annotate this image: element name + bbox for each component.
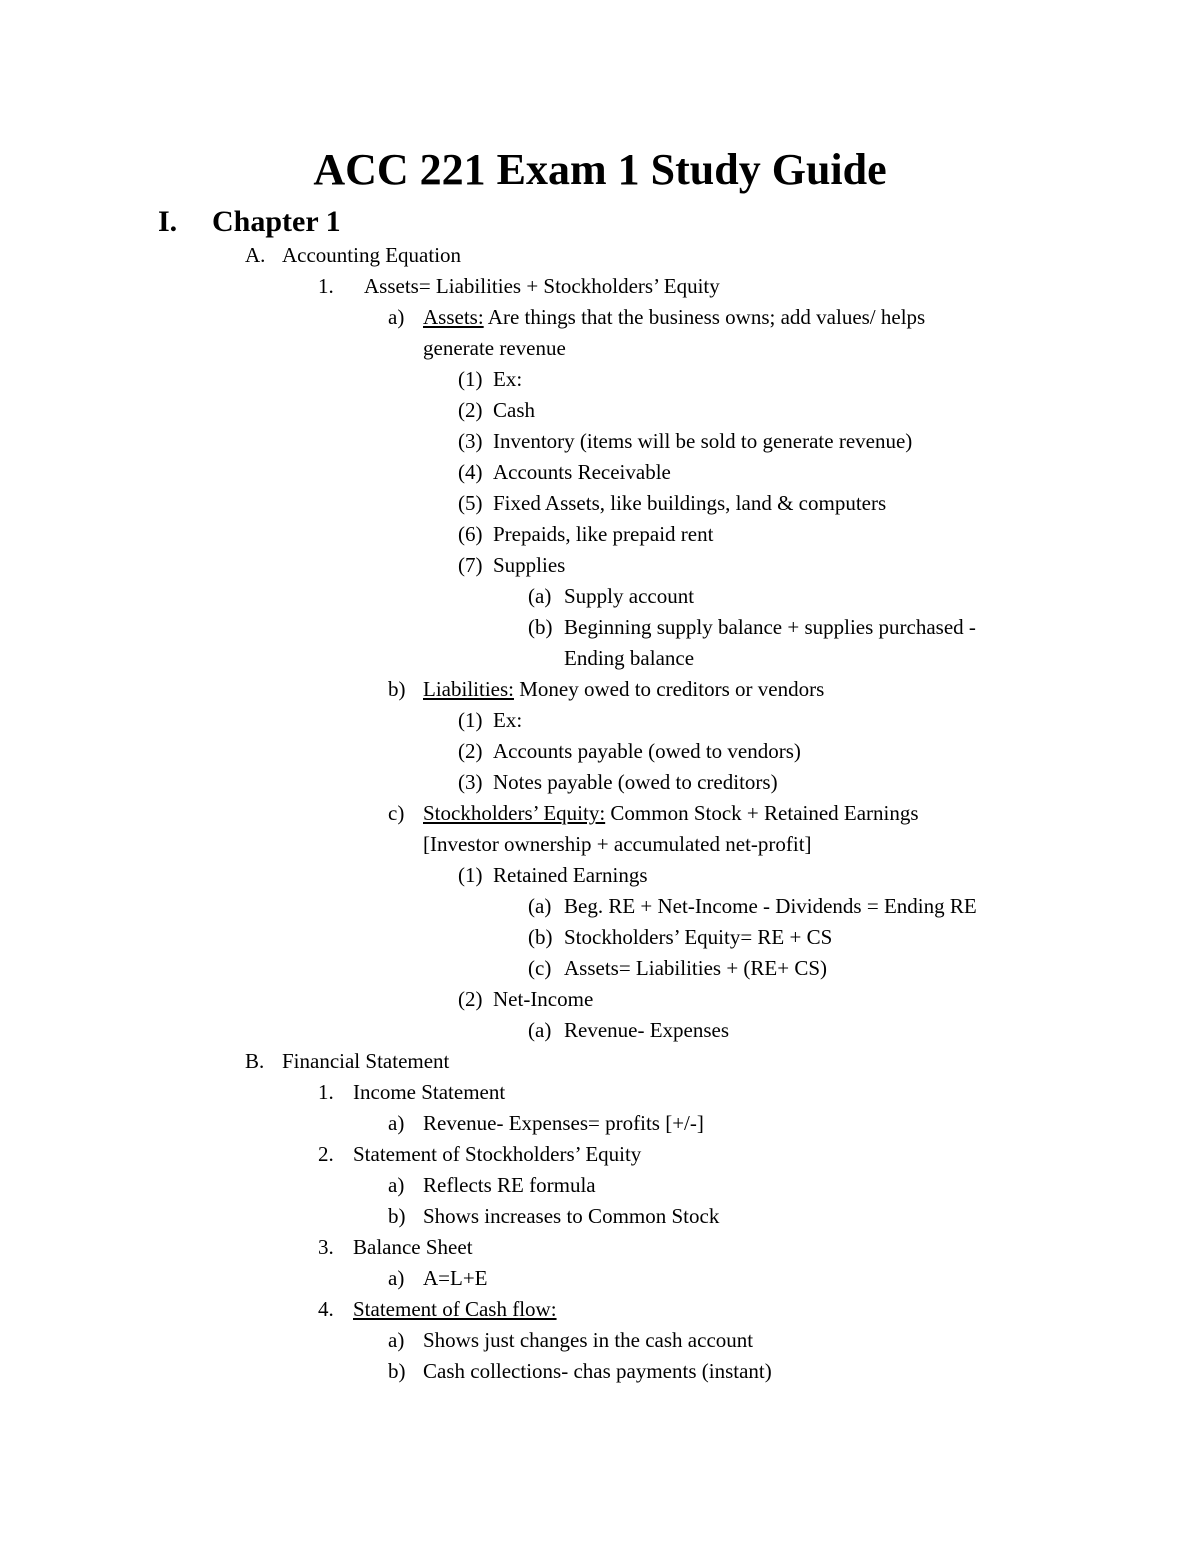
item-description: Money owed to creditors or vendors: [513, 677, 825, 701]
item-description: Supplies: [493, 553, 566, 577]
outline-item-level-3: [0, 1108, 1200, 1139]
outline-item-level-4: [0, 488, 1200, 519]
list-item-text: [423, 302, 925, 333]
list-marker: a): [388, 305, 405, 329]
list-item-text: [493, 457, 671, 488]
list-item-text: [282, 240, 461, 271]
outline-item-level-2: [0, 1139, 1200, 1170]
list-item-text: [493, 395, 535, 426]
item-description: Accounting Equation: [282, 243, 462, 267]
list-marker: b): [388, 677, 406, 701]
item-description: Beg. RE + Net-Income - Dividends = Ending RE: [564, 894, 977, 918]
list-marker: B.: [245, 1049, 265, 1073]
list-item-text: [564, 1015, 729, 1046]
list-marker: (a): [528, 894, 552, 918]
outline-item-level-2: [0, 1232, 1200, 1263]
list-marker: (a): [528, 584, 552, 608]
document-title: ACC 221 Exam 1 Study Guide: [313, 145, 887, 194]
list-marker: b): [388, 1359, 406, 1383]
list-marker: (7): [458, 553, 483, 577]
list-item-text: [493, 767, 778, 798]
item-description: Inventory (items will be sold to generate revenue): [493, 429, 913, 453]
list-item-text: [353, 1139, 641, 1170]
list-marker: (5): [458, 491, 483, 515]
list-marker: (1): [458, 863, 483, 887]
outline-item-level-5: [0, 581, 1200, 612]
outline-item-level-1: [0, 1046, 1200, 1077]
list-item-text: [353, 1077, 505, 1108]
list-marker: (1): [458, 367, 483, 391]
list-item-text: [564, 643, 694, 674]
list-item-text: [493, 984, 593, 1015]
list-marker: 1.: [318, 1080, 334, 1104]
list-marker: a): [388, 1173, 405, 1197]
item-description: Shows increases to Common Stock: [423, 1204, 720, 1228]
outline-item-level-5: [0, 1015, 1200, 1046]
outline-item-level-2: [0, 271, 1200, 302]
list-marker: a): [388, 1111, 405, 1135]
list-marker: (2): [458, 739, 483, 763]
outline-item-level-1: [0, 240, 1200, 271]
list-marker: 2.: [318, 1142, 334, 1166]
list-item-text: [564, 891, 977, 922]
list-marker: (b): [528, 925, 553, 949]
list-item-text: [493, 426, 912, 457]
outline-item-level-5: [0, 643, 1200, 674]
item-description: Reflects RE formula: [423, 1173, 596, 1197]
outline-item-level-4: [0, 984, 1200, 1015]
list-marker: (b): [528, 615, 553, 639]
list-marker: A.: [245, 243, 266, 267]
list-item-text: [493, 519, 713, 550]
list-marker: (2): [458, 987, 483, 1011]
item-description: Balance Sheet: [353, 1235, 473, 1259]
outline-item-level-3: [0, 333, 1200, 364]
item-description: Assets= Liabilities + (RE+ CS): [564, 956, 828, 980]
list-marker: 1.: [318, 274, 334, 298]
outline-item-level-3: [0, 829, 1200, 860]
list-item-text: [493, 488, 886, 519]
list-marker: I.: [158, 205, 178, 238]
list-marker: 4.: [318, 1297, 334, 1321]
outline-item-level-3: [0, 798, 1200, 829]
outline-item-level-4: [0, 736, 1200, 767]
item-description: Notes payable (owed to creditors): [493, 770, 778, 794]
list-item-text: [564, 581, 694, 612]
underlined-term: Stockholders’ Equity:: [423, 801, 606, 825]
item-description: Cash: [493, 398, 535, 422]
list-marker: a): [388, 1328, 405, 1352]
item-description: Revenue- Expenses: [564, 1018, 730, 1042]
list-item-text: [282, 1046, 449, 1077]
outline-item-level-3: [0, 674, 1200, 705]
list-item-text: [423, 829, 812, 860]
outline-item-level-3: [0, 1325, 1200, 1356]
item-description: Ex:: [493, 367, 523, 391]
list-item-text: [493, 550, 565, 581]
outline-item-level-2: [0, 1077, 1200, 1108]
item-description: Statement of Stockholders’ Equity: [353, 1142, 642, 1166]
list-marker: a): [388, 1266, 405, 1290]
outline-item-level-4: [0, 457, 1200, 488]
item-description: Chapter 1: [212, 205, 341, 238]
list-item-text: [493, 364, 522, 395]
item-description: Prepaids, like prepaid rent: [493, 522, 714, 546]
item-description: Accounts Receivable: [493, 460, 671, 484]
item-description: Stockholders’ Equity= RE + CS: [564, 925, 833, 949]
item-description: [Investor ownership + accumulated net-profit]: [423, 832, 812, 856]
outline-item-level-3: [0, 1201, 1200, 1232]
outline-item-level-5: [0, 953, 1200, 984]
item-description: Supply account: [564, 584, 695, 608]
outline-item-level-5: [0, 612, 1200, 643]
list-marker: (4): [458, 460, 483, 484]
list-item-text: [423, 1170, 596, 1201]
item-description: Beginning supply balance + supplies purchased -: [564, 615, 976, 639]
item-description: Revenue- Expenses= profits [+/-]: [423, 1111, 704, 1135]
outline-item-level-4: [0, 364, 1200, 395]
outline-item-level-3: [0, 1263, 1200, 1294]
outline-item-level-4: [0, 426, 1200, 457]
list-marker: (a): [528, 1018, 552, 1042]
list-marker: (3): [458, 429, 483, 453]
list-item-text: [364, 271, 720, 302]
list-marker: b): [388, 1204, 406, 1228]
outline-item-level-4: [0, 705, 1200, 736]
item-description: Fixed Assets, like buildings, land & computers: [493, 491, 887, 515]
outline-item-level-4: [0, 860, 1200, 891]
list-marker: 3.: [318, 1235, 334, 1259]
item-description: Ex:: [493, 708, 523, 732]
item-description: Cash collections- chas payments (instant): [423, 1359, 772, 1383]
list-item-text: [423, 1356, 772, 1387]
list-item-text: [564, 953, 827, 984]
list-item-text: [353, 1232, 473, 1263]
list-item-text: [493, 736, 801, 767]
list-marker: (2): [458, 398, 483, 422]
outline-item-level-4: [0, 550, 1200, 581]
item-description: Common Stock + Retained Earnings: [605, 801, 919, 825]
list-marker: c): [388, 801, 405, 825]
list-marker: (1): [458, 708, 483, 732]
item-description: Net-Income: [493, 987, 594, 1011]
list-marker: (6): [458, 522, 483, 546]
outline-item-level-4: [0, 395, 1200, 426]
list-item-text: [423, 333, 566, 364]
item-description: Ending balance: [564, 646, 695, 670]
outline: [0, 204, 1200, 1387]
item-description: A=L+E: [423, 1266, 488, 1290]
list-item-text: [423, 1201, 719, 1232]
outline-item-level-3: [0, 302, 1200, 333]
list-item-text: [493, 705, 522, 736]
list-item-text: [564, 922, 832, 953]
underlined-term: Statement of Cash flow:: [353, 1297, 557, 1321]
item-description: Financial Statement: [282, 1049, 450, 1073]
item-description: Are things that the business owns; add values/ helps: [483, 305, 926, 329]
list-item-text: [564, 612, 976, 643]
outline-item-level-2: [0, 1294, 1200, 1325]
list-item-text: [212, 204, 341, 240]
list-item-text: [423, 798, 919, 829]
item-description: Accounts payable (owed to vendors): [493, 739, 801, 763]
list-marker: (c): [528, 956, 552, 980]
outline-item-level-3: [0, 1170, 1200, 1201]
list-item-text: [353, 1294, 557, 1325]
outline-item-level-5: [0, 891, 1200, 922]
list-item-text: [493, 860, 648, 891]
underlined-term: Assets:: [423, 305, 484, 329]
outline-item-level-4: [0, 519, 1200, 550]
outline-item-level-5: [0, 922, 1200, 953]
outline-item-level-4: [0, 767, 1200, 798]
item-description: generate revenue: [423, 336, 566, 360]
outline-item-level-3: [0, 1356, 1200, 1387]
list-item-text: [423, 674, 824, 705]
item-description: Income Statement: [353, 1080, 506, 1104]
list-marker: (3): [458, 770, 483, 794]
list-item-text: [423, 1325, 753, 1356]
item-description: Retained Earnings: [493, 863, 648, 887]
outline-item-level-0: [0, 204, 1200, 240]
item-description: Shows just changes in the cash account: [423, 1328, 754, 1352]
list-item-text: [423, 1263, 488, 1294]
item-description: Assets= Liabilities + Stockholders’ Equity: [364, 274, 720, 298]
list-item-text: [423, 1108, 704, 1139]
underlined-term: Liabilities:: [423, 677, 514, 701]
